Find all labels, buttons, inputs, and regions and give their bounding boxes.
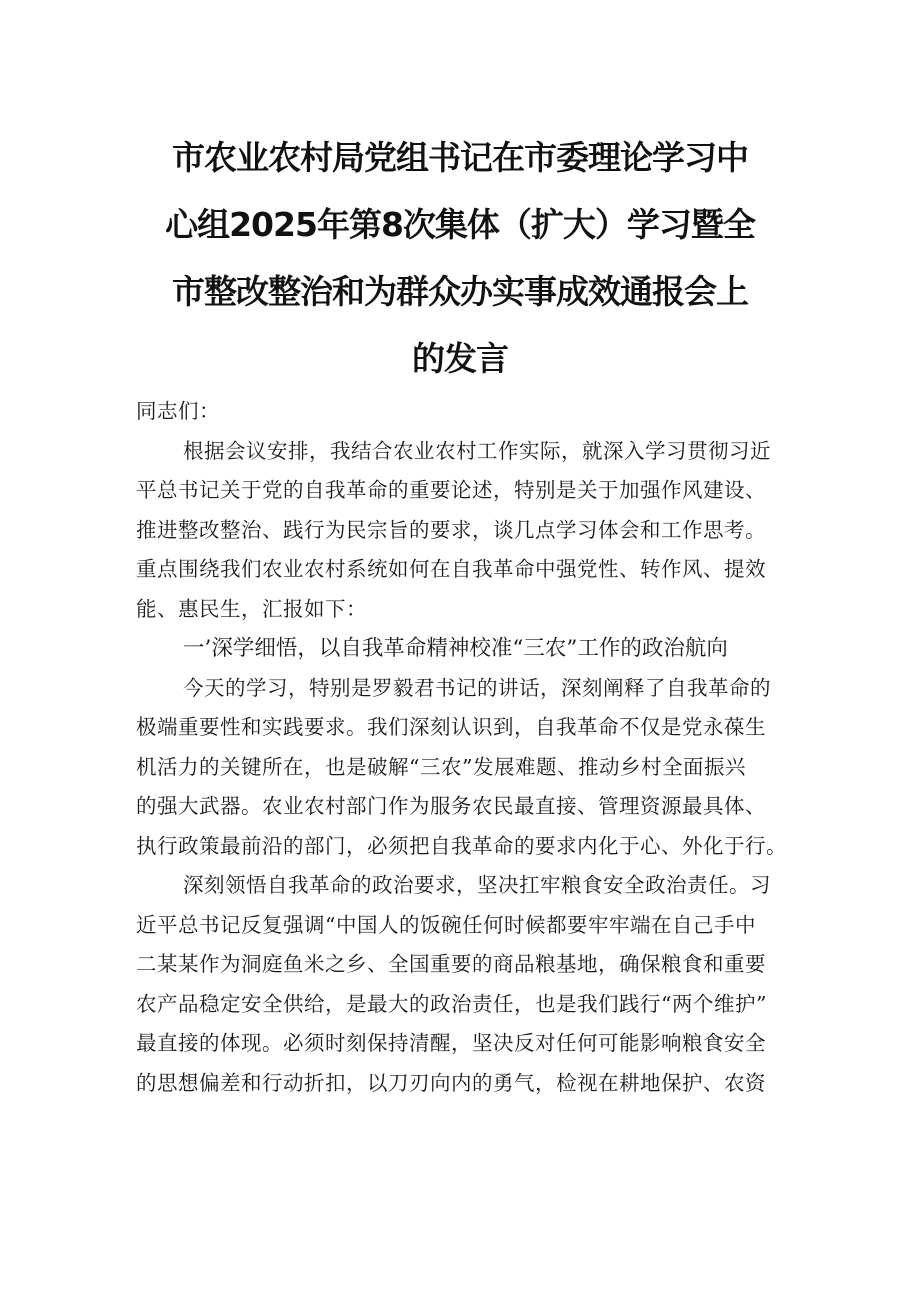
- title-line: 心组2025年第8次集体（扩大）学习暨全: [165, 205, 755, 244]
- paragraph-intro: [136, 432, 796, 630]
- paragraph-line: 推进整改整治、践行为民宗旨的要求，谈几点学习体会和工作思考。: [136, 517, 766, 542]
- paragraph-line: 极端重要性和实践要求。我们深刻认识到，自我革命不仅是党永葆生: [136, 715, 766, 739]
- document-title: [0, 124, 920, 392]
- paragraph-line: 的强大武器。农业农村部门作为服务农民最直接、管理资源最具体、: [136, 794, 766, 818]
- paragraph-line: 深刻领悟自我革命的政治要求，坚决扛牢粮食安全政治责任。习: [183, 873, 771, 897]
- paragraph-line: 重点围绕我们农业农村系统如何在自我革命中强党性、转作风、提效: [136, 557, 766, 581]
- paragraph-line: 今天的学习，特别是罗毅君书记的讲话，深刻阐释了自我革命的: [183, 675, 771, 700]
- title-line: 市整改整治和为群众办实事成效通报会上: [172, 272, 748, 311]
- paragraph-line: 根据会议安排，我结合农业农村工作实际，就深入学习贯彻习近: [183, 438, 771, 463]
- section-heading: 一’深学细悟，以自我革命精神校准“三农”工作的政治航向: [183, 636, 728, 661]
- title-line: 市农业农村局党组书记在市委理论学习中: [172, 138, 748, 177]
- paragraph-study: [136, 669, 796, 867]
- salutation: 同志们：: [136, 399, 220, 423]
- document-body: [136, 392, 796, 1103]
- paragraph-line: 平总书记关于党的自我革命的重要论述，特别是关于加强作风建设、: [136, 478, 766, 502]
- paragraph-line: 能、惠民生，汇报如下：: [136, 596, 367, 621]
- paragraph-line: 的思想偏差和行动折扣，以刀刃向内的勇气，检视在耕地保护、农资: [136, 1070, 766, 1095]
- paragraph-grain-security: [136, 866, 796, 1103]
- paragraph-line: 机活力的关键所在，也是破解“三农”发展难题、推动乡村全面振兴: [136, 754, 746, 779]
- paragraph-line: 执行政策最前沿的部门，必须把自我革命的要求内化于心、外化于行。: [136, 833, 787, 858]
- paragraph-line: 近平总书记反复强调“中国人的饭碗任何时候都要牢牢端在自己手中: [136, 912, 756, 937]
- title-line: 的发言: [412, 339, 508, 378]
- paragraph-line: 农产品稳定安全供给，是最大的政治责任，也是我们践行“两个维护”: [136, 991, 767, 1016]
- paragraph-line: 二某某作为洞庭鱼米之乡、全国重要的商品粮基地，确保粮食和重要: [136, 952, 766, 976]
- paragraph-line: 最直接的体现。必须时刻保持清醒，坚决反对任何可能影响粮食安全: [136, 1031, 766, 1055]
